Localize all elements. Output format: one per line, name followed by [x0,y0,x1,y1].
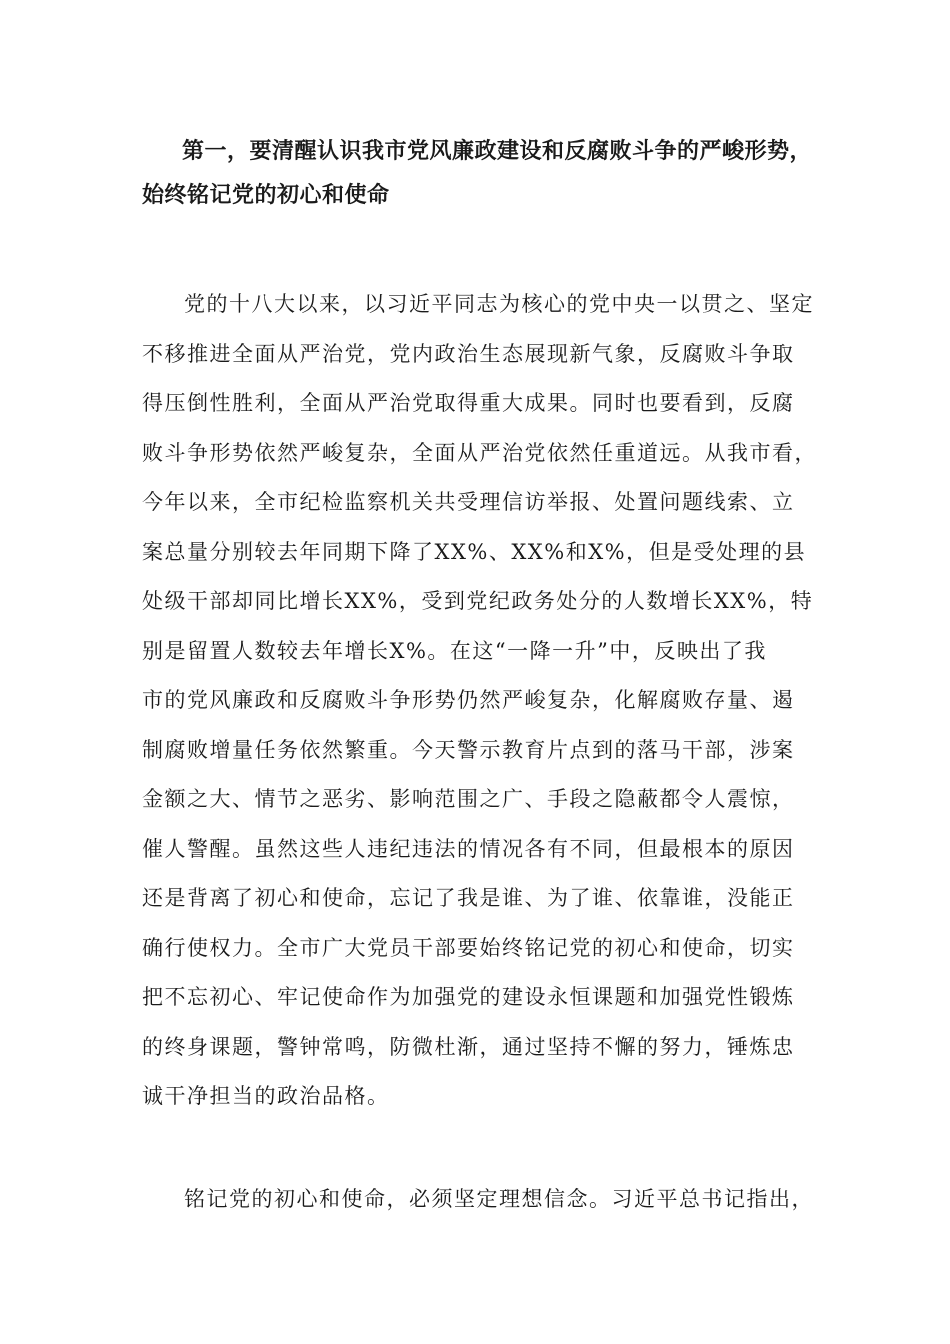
section-heading [142,130,832,218]
paragraph-line: 铭记党的初心和使命，必须坚定理想信念。习近平总书记指出， [184,1187,814,1211]
body-paragraph [142,280,832,1122]
paragraph-line: 案总量分别较去年同期下降了XX%、XX%和X%，但是受处理的县 [142,539,807,564]
paragraph-line: 催人警醒。虽然这些人违纪违法的情况各有不同，但最根本的原因 [142,836,795,861]
paragraph-line: 党的十八大以来，以习近平同志为核心的党中央一以贯之、坚定 [184,292,814,316]
paragraph-line: 得压倒性胜利，全面从严治党取得重大成果。同时也要看到，反腐 [142,391,795,415]
paragraph-line: 还是背离了初心和使命，忘记了我是谁、为了谁、依靠谁，没能正 [142,886,795,910]
body-paragraph [142,1175,832,1225]
paragraph-line: 诚干净担当的政治品格。 [142,1084,390,1108]
heading-line: 第一，要清醒认识我市党风廉政建设和反腐败斗争的严峻形势， [182,139,813,164]
paragraph-line: 制腐败增量任务依然繁重。今天警示教育片点到的落马干部，涉案 [142,737,795,762]
paragraph-line: 确行使权力。全市广大党员干部要始终铭记党的初心和使命，切实 [142,935,795,960]
paragraph-line: 处级干部却同比增长XX%，受到党纪政务处分的人数增长XX%，特 [142,589,814,613]
paragraph-line: 把不忘初心、牢记使命作为加强党的建设永恒课题和加强党性锻炼 [142,985,795,1009]
paragraph-line: 不移推进全面从严治党，党内政治生态展现新气象，反腐败斗争取 [142,341,795,366]
paragraph-line: 市的党风廉政和反腐败斗争形势仍然严峻复杂，化解腐败存量、遏 [142,688,795,712]
heading-line: 始终铭记党的初心和使命 [142,183,390,208]
paragraph-line: 金额之大、情节之恶劣、影响范围之广、手段之隐蔽都令人震惊， [142,787,795,811]
paragraph-line: 败斗争形势依然严峻复杂，全面从严治党依然任重道远。从我市看， [142,440,817,465]
paragraph-line: 今年以来，全市纪检监察机关共受理信访举报、处置问题线索、立 [142,490,795,514]
paragraph-line: 别是留置人数较去年增长X%。在这“一降一升”中，反映出了我 [142,638,767,663]
paragraph-line: 的终身课题，警钟常鸣，防微杜渐，通过坚持不懈的努力，锤炼忠 [142,1034,795,1059]
